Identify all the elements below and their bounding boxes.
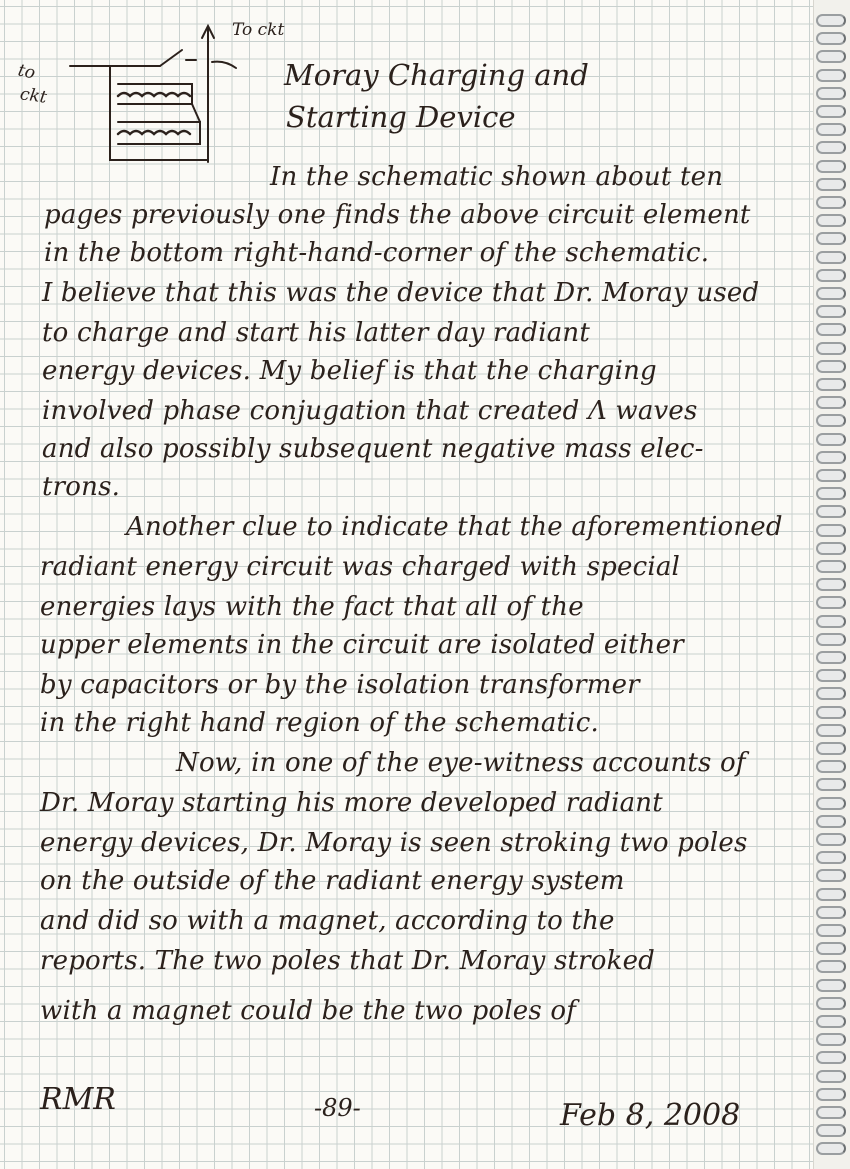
spiral-ring xyxy=(816,979,846,992)
spiral-ring xyxy=(816,1142,846,1155)
spiral-ring xyxy=(816,1033,846,1046)
body-line: energy devices, Dr. Moray is seen stroking two poles xyxy=(40,828,748,858)
spiral-ring xyxy=(816,433,846,446)
sketch-connector xyxy=(192,104,200,122)
spiral-ring xyxy=(816,232,846,245)
spiral-ring xyxy=(816,141,846,154)
spiral-ring xyxy=(816,287,846,300)
spiral-ring xyxy=(816,1088,846,1101)
body-line: reports. The two poles that Dr. Moray stroked xyxy=(40,946,655,976)
spiral-ring xyxy=(816,105,846,118)
spiral-ring xyxy=(816,69,846,82)
spiral-ring xyxy=(816,706,846,719)
spiral-ring xyxy=(816,615,846,628)
spiral-ring xyxy=(816,815,846,828)
spiral-ring xyxy=(816,1124,846,1137)
sketch-switch xyxy=(160,50,182,66)
body-line: pages previously one finds the above circuit element xyxy=(44,200,751,230)
body-line: Now, in one of the eye-witness accounts of xyxy=(176,748,746,778)
spiral-ring xyxy=(816,487,846,500)
spiral-ring xyxy=(816,924,846,937)
spiral-ring xyxy=(816,123,846,136)
body-line: involved phase conjugation that created Λ waves xyxy=(42,396,698,426)
author-initials: RMR xyxy=(40,1082,116,1117)
spiral-ring xyxy=(816,378,846,391)
spiral-ring xyxy=(816,851,846,864)
spiral-ring xyxy=(816,178,846,191)
body-line: upper elements in the circuit are isolated either xyxy=(40,630,684,660)
sketch-label-left-2: ckt xyxy=(18,84,48,108)
spiral-ring xyxy=(816,578,846,591)
spiral-ring xyxy=(816,251,846,264)
spiral-ring xyxy=(816,1106,846,1119)
body-line: In the schematic shown about ten xyxy=(270,162,724,192)
spiral-ring xyxy=(816,869,846,882)
body-line: in the right hand region of the schematic. xyxy=(40,708,599,738)
spiral-ring xyxy=(816,960,846,973)
page-title-line-1: Moray Charging and xyxy=(284,58,589,92)
spiral-ring xyxy=(816,50,846,63)
spiral-ring xyxy=(816,305,846,318)
spiral-ring xyxy=(816,342,846,355)
body-line: on the outside of the radiant energy system xyxy=(40,866,625,896)
spiral-ring xyxy=(816,942,846,955)
spiral-ring xyxy=(816,323,846,336)
spiral-ring xyxy=(816,542,846,555)
body-line: and did so with a magnet, according to the xyxy=(40,906,615,936)
spiral-ring xyxy=(816,524,846,537)
spiral-ring xyxy=(816,833,846,846)
spiral-ring xyxy=(816,87,846,100)
page-date: Feb 8, 2008 xyxy=(560,1098,741,1133)
body-line: in the bottom right-hand-corner of the schematic. xyxy=(44,238,710,268)
spiral-ring xyxy=(816,760,846,773)
spiral-ring xyxy=(816,997,846,1010)
spiral-ring xyxy=(816,469,846,482)
body-line: Another clue to indicate that the aforementioned xyxy=(126,512,783,542)
spiral-ring xyxy=(816,778,846,791)
body-line: energy devices. My belief is that the charging xyxy=(42,356,657,386)
spiral-ring xyxy=(816,32,846,45)
sketch-outer-box xyxy=(110,66,208,160)
body-line: Dr. Moray starting his more developed radiant xyxy=(40,788,663,818)
spiral-ring xyxy=(816,451,846,464)
body-line: trons. xyxy=(42,472,121,502)
spiral-ring xyxy=(816,414,846,427)
spiral-ring xyxy=(816,906,846,919)
sketch-lower-coil xyxy=(118,131,190,134)
spiral-ring xyxy=(816,396,846,409)
spiral-ring xyxy=(816,214,846,227)
spiral-ring xyxy=(816,1015,846,1028)
circuit-sketch xyxy=(0,0,260,170)
body-line: radiant energy circuit was charged with special xyxy=(40,552,681,582)
spiral-ring xyxy=(816,633,846,646)
page-number: -89- xyxy=(314,1094,361,1122)
body-line: and also possibly subsequent negative mass elec- xyxy=(42,434,704,464)
page-title-line-2: Starting Device xyxy=(286,100,516,134)
spiral-ring xyxy=(816,160,846,173)
body-line: to charge and start his latter day radiant xyxy=(42,318,591,348)
spiral-ring xyxy=(816,888,846,901)
spiral-ring xyxy=(816,797,846,810)
spiral-ring xyxy=(816,651,846,664)
spiral-ring xyxy=(816,596,846,609)
spiral-ring xyxy=(816,196,846,209)
sketch-arc xyxy=(212,62,236,68)
spiral-ring xyxy=(816,669,846,682)
sketch-label-top: To ckt xyxy=(232,20,285,40)
spiral-binding xyxy=(813,0,850,1169)
spiral-ring xyxy=(816,14,846,27)
spiral-ring xyxy=(816,687,846,700)
spiral-ring xyxy=(816,742,846,755)
spiral-ring xyxy=(816,560,846,573)
spiral-ring xyxy=(816,360,846,373)
spiral-ring xyxy=(816,1070,846,1083)
spiral-ring xyxy=(816,505,846,518)
sketch-label-left-1: to xyxy=(16,60,37,84)
spiral-ring xyxy=(816,269,846,282)
spiral-ring xyxy=(816,724,846,737)
spiral-ring xyxy=(816,1051,846,1064)
body-line: I believe that this was the device that Dr. Moray used xyxy=(42,278,760,308)
body-line: energies lays with the fact that all of the xyxy=(40,592,584,622)
body-line: by capacitors or by the isolation transformer xyxy=(40,670,640,700)
body-line: with a magnet could be the two poles of xyxy=(40,996,577,1026)
sketch-upper-coil xyxy=(118,93,190,96)
